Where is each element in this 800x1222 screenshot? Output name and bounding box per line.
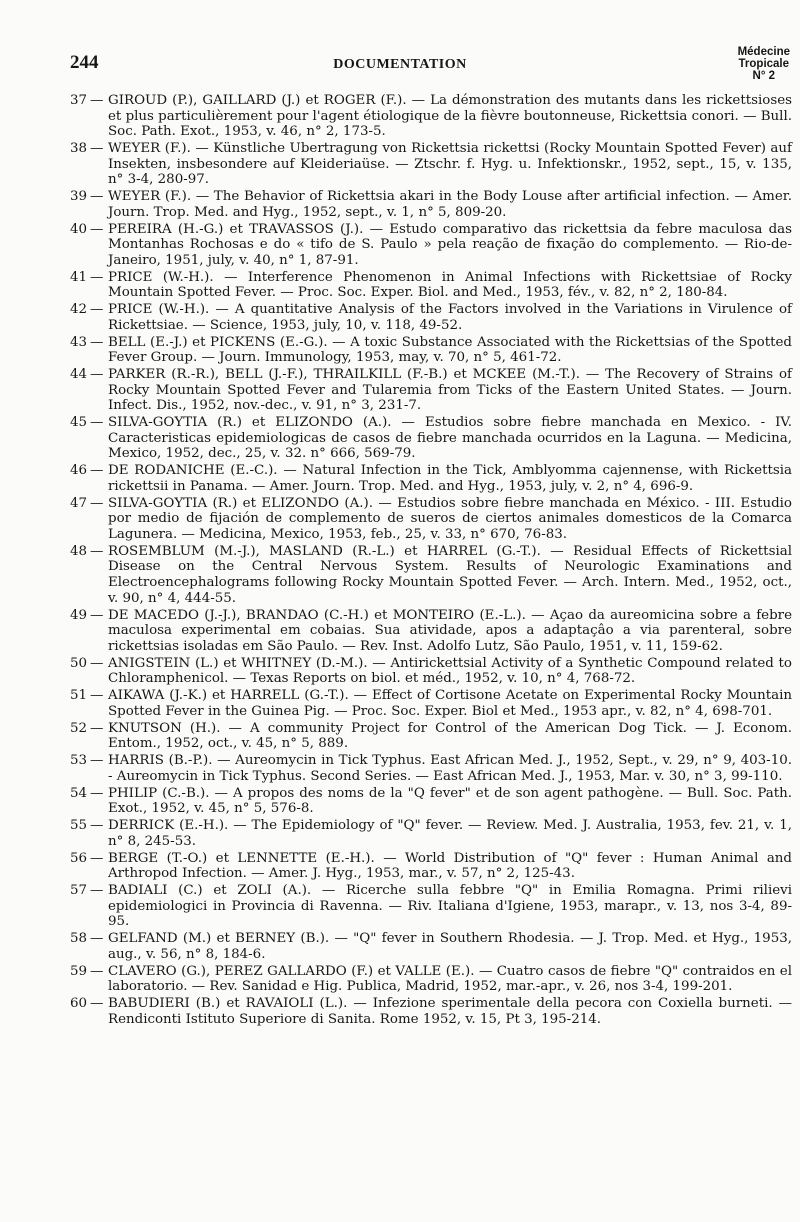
- reference-number: 58: [70, 931, 88, 947]
- reference-number-cell: [70, 463, 108, 479]
- reference-entry: [70, 721, 792, 752]
- reference-text: BELL (E.-J.) et PICKENS (E.-G.). — A toxic Substance Associated with the Rickettsias of the Spotted Fever Group. — Journ. Immunology, 1953, may, v. 70, n° 5, 461-72.: [108, 334, 792, 366]
- reference-entry: [70, 931, 792, 962]
- reference-entry: [70, 851, 792, 882]
- reference-number-cell: [70, 222, 108, 238]
- reference-number: 49: [70, 607, 88, 623]
- reference-number: 37: [70, 93, 88, 108]
- reference-text: HARRIS (B.-P.). — Aureomycin in Tick Typhus. East African Med. J., 1952, Sept., v. 29, n° 9, 403-10. - Aureomycin in Tick Typhus. Second Series. — East African Med. J., 1953, Mar. v. 30, n° 3, 99-110.: [108, 753, 792, 784]
- reference-number: 42: [70, 302, 88, 318]
- reference-text: AIKAWA (J.-K.) et HARRELL (G.-T.). — Effect of Cortisone Acetate on Experimental Rocky Mountain Spotted Fever in the Guinea Pig. — Proc. Soc. Exper. Biol et Med., 1953 apr., v. 82, n° 4, 698-701.: [108, 688, 792, 719]
- reference-number-cell: [70, 656, 108, 672]
- reference-text: KNUTSON (H.). — A community Project for Control of the American Dog Tick. — J. Econom. Entom., 1952, oct., v. 45, n° 5, 889.: [108, 720, 792, 752]
- journal-line-2: Tropicale: [738, 58, 790, 70]
- reference-number-cell: [70, 964, 108, 980]
- reference-number: 43: [70, 334, 88, 350]
- running-title: DOCUMENTATION: [333, 57, 467, 72]
- reference-dash: —: [90, 655, 104, 671]
- reference-entry: [70, 367, 792, 414]
- reference-dash: —: [90, 189, 104, 205]
- reference-entry: [70, 496, 792, 543]
- reference-entry: [70, 656, 792, 687]
- reference-dash: —: [90, 883, 104, 899]
- reference-dash: —: [90, 367, 104, 383]
- reference-number: 55: [70, 818, 88, 834]
- reference-number: 38: [70, 141, 88, 157]
- reference-text: PEREIRA (H.-G.) et TRAVASSOS (J.). — Estudo comparativo das rickettsia da febre maculosa das Montanhas Rochosas e do « tifo de S. Paulo » pela reação de fixação do complemento. — Rio-de-Janeiro, 1951, july, v. 40, n° 1, 87-91.: [108, 221, 792, 268]
- reference-number: 45: [70, 415, 88, 431]
- reference-entry: [70, 222, 792, 269]
- reference-number-cell: [70, 141, 108, 157]
- reference-list: [70, 93, 792, 1029]
- reference-entry: [70, 688, 792, 719]
- reference-text: SILVA-GOYTIA (R.) et ELIZONDO (A.). — Estudios sobre fiebre manchada en Mexico. - IV. Caracteristicas epidemiologicas de casos de fiebre manchada ocurridos en la Laguna. — Medicina, Mexico, 1952, dec., 25, v. 32. n° 666, 569-79.: [108, 415, 792, 462]
- reference-text: WEYER (F.). — The Behavior of Rickettsia akari in the Body Louse after artificial infection. — Amer. Journ. Trop. Med. and Hyg., 1952, sept., v. 1, n° 5, 809-20.: [108, 189, 792, 220]
- reference-number-cell: [70, 367, 108, 383]
- reference-number: 47: [70, 495, 88, 511]
- reference-text: BADIALI (C.) et ZOLI (A.). — Ricerche sulla febbre "Q" in Emilia Romagna. Primi rilievi epidemiologici in Provincia di Ravenna. — Riv. Italiana d'Igiene, 1953, marapr., v. 13, nos 3-4, 89-95.: [108, 883, 792, 930]
- reference-dash: —: [90, 688, 104, 704]
- reference-text: WEYER (F.). — Künstliche Ubertragung von Rickettsia rickettsi (Rocky Mountain Spotted Fever) auf Insekten, insbesondere auf Kleideriaüse. — Ztschr. f. Hyg. u. Infektionskr., 1952, sept., 15, v. 135, n° 3-4, 280-97.: [108, 141, 792, 188]
- reference-dash: —: [90, 269, 104, 285]
- reference-number-cell: [70, 496, 108, 512]
- reference-text: CLAVERO (G.), PEREZ GALLARDO (F.) et VALLE (E.). — Cuatro casos de fiebre "Q" contraidos en el laboratorio. — Rev. Sanidad e Hig. Publica, Madrid, 1952, mar.-apr., v. 26, nos 3-4, 199-201.: [108, 963, 792, 995]
- journal-line-3: N° 2: [752, 70, 776, 82]
- reference-dash: —: [90, 463, 104, 479]
- reference-dash: —: [90, 415, 104, 431]
- reference-number: 41: [70, 269, 88, 285]
- reference-dash: —: [90, 607, 104, 623]
- reference-number: 52: [70, 720, 88, 736]
- reference-number: 50: [70, 655, 88, 671]
- reference-entry: [70, 996, 792, 1027]
- reference-number-cell: [70, 786, 108, 802]
- reference-text: SILVA-GOYTIA (R.) et ELIZONDO (A.). — Estudios sobre fiebre manchada en México. - III. Estudio por medio de fijación de complemento de sueros de ciertos animales domesticos de la Comarca Lagunera. — Medicina, Mexico, 1953, feb., 25, v. 33, n° 670, 76-83.: [108, 495, 792, 542]
- reference-text: PRICE (W.-H.). — Interference Phenomenon in Animal Infections with Rickettsiae of Rocky Mountain Spotted Fever. — Proc. Soc. Exper. Biol. and Med., 1953, fév., v. 82, n° 2, 180-84.: [108, 269, 792, 301]
- reference-text: GIROUD (P.), GAILLARD (J.) et ROGER (F.). — La démonstration des mutants dans les rickettsioses et plus particulièrement pour l'agent étiologique de la fièvre boutonneuse, Rickettsia conori. — Bull. Soc. Path. Exot., 1953, v. 46, n° 2, 173-5.: [108, 93, 792, 140]
- reference-number-cell: [70, 93, 108, 109]
- reference-dash: —: [90, 543, 104, 559]
- reference-entry: [70, 463, 792, 494]
- reference-dash: —: [90, 302, 104, 318]
- reference-number-cell: [70, 851, 108, 867]
- reference-entry: [70, 753, 792, 784]
- reference-number: 48: [70, 543, 88, 559]
- reference-entry: [70, 544, 792, 606]
- reference-entry: [70, 93, 792, 140]
- reference-entry: [70, 786, 792, 817]
- reference-number-cell: [70, 996, 108, 1012]
- reference-dash: —: [90, 720, 104, 736]
- reference-number-cell: [70, 189, 108, 205]
- reference-dash: —: [90, 495, 104, 511]
- reference-number-cell: [70, 931, 108, 947]
- reference-entry: [70, 189, 792, 220]
- reference-number-cell: [70, 302, 108, 318]
- reference-entry: [70, 883, 792, 930]
- reference-number: 44: [70, 367, 88, 383]
- reference-number-cell: [70, 608, 108, 624]
- reference-dash: —: [90, 753, 104, 769]
- reference-text: DERRICK (E.-H.). — The Epidemiology of "Q" fever. — Review. Med. J. Australia, 1953, fev. 21, v. 1, n° 8, 245-53.: [108, 818, 792, 849]
- reference-text: PRICE (W.-H.). — A quantitative Analysis of the Factors involved in the Variations in Virulence of Rickettsiae. — Science, 1953, july, 10, v. 118, 49-52.: [108, 302, 792, 333]
- reference-entry: [70, 415, 792, 462]
- reference-number-cell: [70, 818, 108, 834]
- reference-text: PHILIP (C.-B.). — A propos des noms de la "Q fever" et de son agent pathogène. — Bull. Soc. Path. Exot., 1952, v. 45, n° 5, 576-8.: [108, 785, 792, 817]
- reference-number-cell: [70, 270, 108, 286]
- reference-number: 53: [70, 753, 88, 769]
- reference-text: ANIGSTEIN (L.) et WHITNEY (D.-M.). — Antirickettsial Activity of a Synthetic Compound related to Chloramphenicol. — Texas Reports on biol. et méd., 1952, v. 10, n° 4, 768-72.: [108, 655, 792, 687]
- reference-dash: —: [90, 963, 104, 979]
- reference-entry: [70, 302, 792, 333]
- reference-entry: [70, 335, 792, 366]
- reference-number-cell: [70, 721, 108, 737]
- reference-number: 40: [70, 221, 88, 237]
- reference-text: PARKER (R.-R.), BELL (J.-F.), THRAILKILL (F.-B.) et MCKEE (M.-T.). — The Recovery of Strains of Rocky Mountain Spotted Fever and Tularemia from Ticks of the Eastern United States. — Journ. Infect. Dis., 1952, nov.-dec., v. 91, n° 3, 231-7.: [108, 367, 792, 414]
- reference-dash: —: [90, 996, 104, 1012]
- reference-number: 51: [70, 688, 88, 704]
- reference-dash: —: [90, 818, 104, 834]
- reference-entry: [70, 270, 792, 301]
- reference-dash: —: [90, 334, 104, 350]
- reference-number-cell: [70, 335, 108, 351]
- reference-number: 46: [70, 463, 88, 479]
- reference-entry: [70, 964, 792, 995]
- journal-line-1: Médecine: [737, 46, 790, 58]
- reference-number-cell: [70, 415, 108, 431]
- reference-number-cell: [70, 688, 108, 704]
- reference-number-cell: [70, 883, 108, 899]
- reference-dash: —: [90, 221, 104, 237]
- reference-number: 56: [70, 850, 88, 866]
- reference-dash: —: [90, 785, 104, 801]
- reference-text: DE MACEDO (J.-J.), BRANDAO (C.-H.) et MONTEIRO (E.-L.). — Açao da aureomicina sobre a febre maculosa experimental em cobaias. Sua atividade, apos a adaptaçâo a via parenteral, sobre rickettsias isoladas em São Paulo. — Rev. Inst. Adolfo Lutz, São Paulo, 1951, v. 11, 159-62.: [108, 607, 792, 654]
- reference-dash: —: [90, 141, 104, 157]
- reference-dash: —: [90, 93, 104, 108]
- reference-entry: [70, 818, 792, 849]
- reference-number: 60: [70, 996, 88, 1012]
- reference-text: BERGE (T.-O.) et LENNETTE (E.-H.). — World Distribution of "Q" fever : Human Animal and Arthropod Infection. — Amer. J. Hyg., 1953, mar., v. 57, n° 2, 125-43.: [108, 850, 792, 882]
- reference-number: 54: [70, 785, 88, 801]
- reference-entry: [70, 608, 792, 655]
- reference-number-cell: [70, 544, 108, 560]
- reference-number: 39: [70, 189, 88, 205]
- reference-number: 57: [70, 883, 88, 899]
- reference-text: GELFAND (M.) et BERNEY (B.). — "Q" fever in Southern Rhodesia. — J. Trop. Med. et Hyg., 1953, aug., v. 56, n° 8, 184-6.: [108, 931, 792, 962]
- reference-text: ROSEMBLUM (M.-J.), MASLAND (R.-L.) et HARREL (G.-T.). — Residual Effects of Rickettsial Disease on the Central Nervous System. Results of Neurologic Examinations and Electroencephalograms following Rocky Mountain Spotted Fever. — Arch. Intern. Med., 1952, oct., v. 90, n° 4, 444-55.: [108, 543, 792, 606]
- reference-entry: [70, 141, 792, 188]
- reference-number-cell: [70, 753, 108, 769]
- reference-number: 59: [70, 963, 88, 979]
- reference-dash: —: [90, 850, 104, 866]
- journal-issue-label: [738, 46, 790, 82]
- page-number: 244: [70, 52, 99, 73]
- reference-text: BABUDIERI (B.) et RAVAIOLI (L.). — Infezione sperimentale della pecora con Coxiella burneti. — Rendiconti Istituto Superiore di Sanita. Rome 1952, v. 15, Pt 3, 195-214.: [108, 996, 792, 1027]
- reference-text: DE RODANICHE (E.-C.). — Natural Infection in the Tick, Amblyomma cajennense, with Rickettsia rickettsii in Panama. — Amer. Journ. Trop. Med. and Hyg., 1953, july, v. 2, n° 4, 696-9.: [108, 463, 792, 494]
- reference-dash: —: [90, 931, 104, 947]
